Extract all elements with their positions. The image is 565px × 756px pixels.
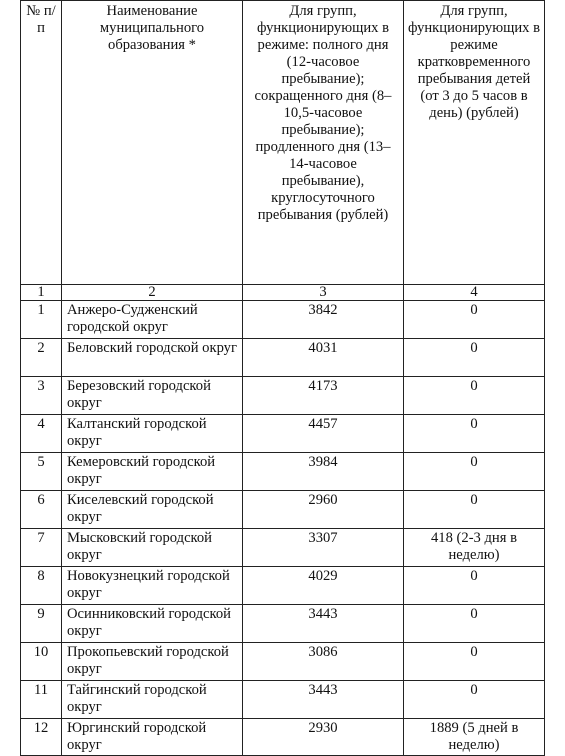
full-day-fee: 3443 xyxy=(243,605,404,643)
row-number: 8 xyxy=(21,567,62,605)
column-number: 2 xyxy=(62,285,243,301)
column-number: 3 xyxy=(243,285,404,301)
table-row xyxy=(21,415,545,453)
short-stay-fee: 0 xyxy=(404,301,545,339)
municipality-name: Осинниковский городской округ xyxy=(62,605,243,643)
municipality-name: Анжеро-Судженский городской округ xyxy=(62,301,243,339)
municipality-name: Прокопьевский городской округ xyxy=(62,643,243,681)
full-day-fee: 3842 xyxy=(243,301,404,339)
column-number: 4 xyxy=(404,285,545,301)
short-stay-fee: 0 xyxy=(404,491,545,529)
short-stay-fee: 0 xyxy=(404,453,545,491)
row-number: 4 xyxy=(21,415,62,453)
row-number: 10 xyxy=(21,643,62,681)
short-stay-fee: 0 xyxy=(404,415,545,453)
municipality-name: Мысковский городской округ xyxy=(62,529,243,567)
municipality-name: Новокузнецкий городской округ xyxy=(62,567,243,605)
short-stay-fee: 0 xyxy=(404,605,545,643)
table-row xyxy=(21,567,545,605)
municipality-name: Киселевский городской округ xyxy=(62,491,243,529)
municipality-name: Беловский городской округ xyxy=(62,339,243,377)
table-row xyxy=(21,605,545,643)
row-number: 9 xyxy=(21,605,62,643)
full-day-fee: 3984 xyxy=(243,453,404,491)
row-number: 1 xyxy=(21,301,62,339)
row-number: 12 xyxy=(21,719,62,756)
short-stay-fee: 0 xyxy=(404,681,545,719)
table-row xyxy=(21,529,545,567)
header-name: Наименование муниципального образования * xyxy=(62,1,243,285)
row-number: 5 xyxy=(21,453,62,491)
full-day-fee: 2930 xyxy=(243,719,404,756)
full-day-fee: 3307 xyxy=(243,529,404,567)
full-day-fee: 4173 xyxy=(243,377,404,415)
full-day-fee: 2960 xyxy=(243,491,404,529)
municipality-name: Кемеровский городской округ xyxy=(62,453,243,491)
full-day-fee: 3086 xyxy=(243,643,404,681)
municipality-name: Калтанский городской округ xyxy=(62,415,243,453)
short-stay-fee: 0 xyxy=(404,643,545,681)
table-row xyxy=(21,719,545,756)
table-row xyxy=(21,681,545,719)
municipality-name: Юргинский городской округ xyxy=(62,719,243,756)
full-day-fee: 3443 xyxy=(243,681,404,719)
row-number: 11 xyxy=(21,681,62,719)
header-short-stay: Для групп, функционирующих в режиме кратковременного пребывания детей (от 3 до 5 часов в день) (рублей) xyxy=(404,1,545,285)
header-row xyxy=(21,1,545,285)
municipality-name: Тайгинский городской округ xyxy=(62,681,243,719)
payment-table xyxy=(20,0,545,756)
short-stay-fee: 418 (2-3 дня в неделю) xyxy=(404,529,545,567)
table-row xyxy=(21,453,545,491)
column-number-row xyxy=(21,285,545,301)
table-row xyxy=(21,491,545,529)
table-row xyxy=(21,339,545,377)
short-stay-fee: 0 xyxy=(404,567,545,605)
header-full-day: Для групп, функционирующих в режиме: полного дня (12-часовое пребывание); сокращенного дня (8–10,5-часовое пребывание); продленного дня (13–14-часовое пребывание), круглосуточного пребывания (рублей) xyxy=(243,1,404,285)
full-day-fee: 4029 xyxy=(243,567,404,605)
short-stay-fee: 0 xyxy=(404,339,545,377)
column-number: 1 xyxy=(21,285,62,301)
table-row xyxy=(21,377,545,415)
row-number: 7 xyxy=(21,529,62,567)
table-row xyxy=(21,301,545,339)
full-day-fee: 4457 xyxy=(243,415,404,453)
short-stay-fee: 1889 (5 дней в неделю) xyxy=(404,719,545,756)
table-row xyxy=(21,643,545,681)
row-number: 6 xyxy=(21,491,62,529)
header-num: № п/п xyxy=(21,1,62,285)
full-day-fee: 4031 xyxy=(243,339,404,377)
row-number: 2 xyxy=(21,339,62,377)
municipality-name: Березовский городской округ xyxy=(62,377,243,415)
short-stay-fee: 0 xyxy=(404,377,545,415)
row-number: 3 xyxy=(21,377,62,415)
